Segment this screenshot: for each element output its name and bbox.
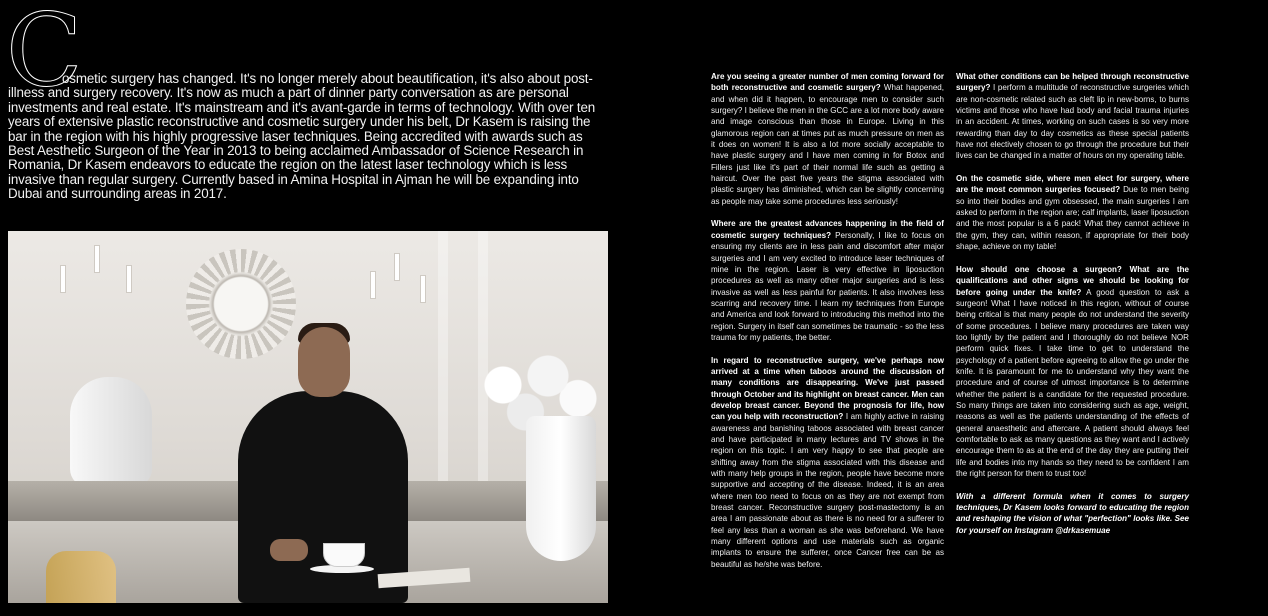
qa-paragraph: [711, 71, 944, 207]
qa-paragraph: [711, 218, 944, 343]
question: How should one choose a surgeon? What are the qualifications and other signs we should be looking for before going under the knife?: [956, 264, 1189, 297]
qa-paragraph: [956, 264, 1189, 480]
gilded-chair: [46, 551, 116, 603]
man-hand: [270, 539, 308, 561]
question: What other conditions can be helped through reconstructive surgery?: [956, 72, 1189, 93]
sconce-candle: [94, 245, 100, 273]
sconce-candle: [60, 265, 66, 293]
sconce-candle: [394, 253, 400, 281]
man-head: [298, 327, 350, 397]
qa-paragraph: [711, 355, 944, 571]
answer: I perform a multitude of reconstructive surgeries which are non-cosmetic related such as cleft lip in new-borns, to burns victims and those who have had body and facial trauma injuries in an accident. At times, working on such cases is so very more rewarding than day to day cosmetics as these special patients have not electively chosen to go through the procedure but their lives can be changed in a matter of hours on my operating table.: [956, 83, 1189, 161]
closing-paragraph: [956, 491, 1189, 536]
face-vase: [70, 377, 152, 487]
answer: Personally, I like to focus on ensuring my clients are in less pain and discomfort after major surgeries and I am very excited to introduce laser techniques of mine in the region. Laser is very effective in liposuction procedures as well as many other major surgeries and is less invasive as well as less painful for patients. It also involves less scarring and recovery time. I learn my techniques from Europe and America and look forward to introducing this method into the region. Surgery in itself can sometimes be traumatic - so the less trauma for my patients, the better.: [711, 230, 944, 342]
intro-text: osmetic surgery has changed. It's no longer merely about beautification, it's also about post-illness and surgery recovery. It's now as much a part of dinner party conversation as are personal investments and real estate. It's mainstream and it's avant-garde in terms of technology. With over ten years of extensive plastic reconstructive and cosmetic surgery under his belt, Dr Kasem is raising the bar in the region with his highly progressive laser techniques. Being accredited with awards such as Best Aesthetic Surgeon of the Year in 2013 to being acclaimed Ambassador of Science Research in Romania, Dr Kasem endeavors to educate the region on the latest laser technology which is less invasive than regular surgery. Currently based in Amina Hospital in Ajman he will be expanding into Dubai and surrounding areas in 2017.: [8, 71, 596, 202]
drop-cap: C: [6, 0, 83, 109]
question: Where are the greatest advances happening in the field of cosmetic surgery techniques?: [711, 219, 944, 240]
article-column-1: [711, 71, 944, 581]
intro-paragraph: [8, 72, 612, 202]
question: Are you seeing a greater number of men coming forward for both reconstructive and cosmetic surgery?: [711, 72, 944, 93]
sconce-candle: [370, 271, 376, 299]
qa-paragraph: [956, 173, 1189, 252]
sunburst-mirror: [186, 249, 296, 359]
coffee-cup: [323, 543, 365, 567]
answer: A good question to ask a surgeon! What I have noticed in this region, without of course being critical is that many people do not understand the severity of some procedures. I believe many procedures are taken way too lightly by the patient and I thoroughly do not believe NOR perform quick fixes. I take time to get to understand the psychology of a patient before agreeing to allow the go under the knife. It is paramount for me to understand why they want the procedure and of course of utmost importance is to determine whether the patient is a candidate for the requested procedure. So many things are taken into considering such as age, weight, reasons as well as the patients understanding of the effects of general anaesthetic and aftercare. A patient should always feel comfortable to ask as many questions as they want and I actively encourage them to as at the end of the day they are putting their life and bodies into my hands so they need to be confident I am the right person for them to trust too!: [956, 287, 1189, 479]
sconce-candle: [420, 275, 426, 303]
answer: What happened, and when did it happen, to encourage men to consider such surgery? I believe the men in the GCC are a lot more body aware and image conscious than those in Europe. Living in this glamorous region can at times put as much pressure on men as it does on women! It is also a lot more socially acceptable to have plastic surgery and I have men coming in for Botox and Fillers just like it's part of their normal life such as getting a haircut. Over the past five years the stigma associated with plastic surgery has diminished, which can be slightly concerning as people may take some procedures less seriously!: [711, 83, 944, 206]
qa-paragraph: [956, 71, 1189, 162]
answer: Due to men being so into their bodies and gym obsessed, the main surgeries I am asked to perform in the region are; calf implants, laser liposuction and the most popular is a 6 pack! What they cannot achieve in the gym, they can, within reason, if appropriate for their body shape, achieve on my table!: [956, 185, 1189, 252]
question: On the cosmetic side, where men elect for surgery, where are the most common surgeries focused?: [956, 174, 1189, 195]
question: In regard to reconstructive surgery, we've perhaps now arrived at a time when taboos around the discussion of many conditions are disappearing. We've just passed through October and its highlight on breast cancer. Men can develop breast cancer. Beyond the prognosis for life, how can you help with reconstruction?: [711, 355, 944, 422]
closing-text: With a different formula when it comes to surgery techniques, Dr Kasem looks forward to educating the region and reshaping the vision of what "perfection" looks like. See for yourself on Instagram @drkasemuae: [956, 491, 1189, 535]
article-column-2: [956, 71, 1189, 547]
portrait-photo: [8, 231, 608, 603]
answer: I am highly active in raising awareness and banishing taboos associated with breast cancer and have participated in many lectures and TV shows in the region on this topic. I am very happy to see that people are shifting away from the stigma associated with this disease and with many help groups in the region, people have become more supportive and accepting of the disease. Indeed, it is an area where men too need to focus on as they are not exempt from breast cancer. Reconstructive surgery post-mastectomy is an area I am passionate about as there is no need for a sufferer to feel any less than a woman as she was beforehand. We have many different options and use materials such as organic implants to ensure the sufferer, once Cancer free can be as beautiful as he/she was before.: [711, 412, 945, 569]
white-urn: [526, 416, 596, 561]
sconce-candle: [126, 265, 132, 293]
